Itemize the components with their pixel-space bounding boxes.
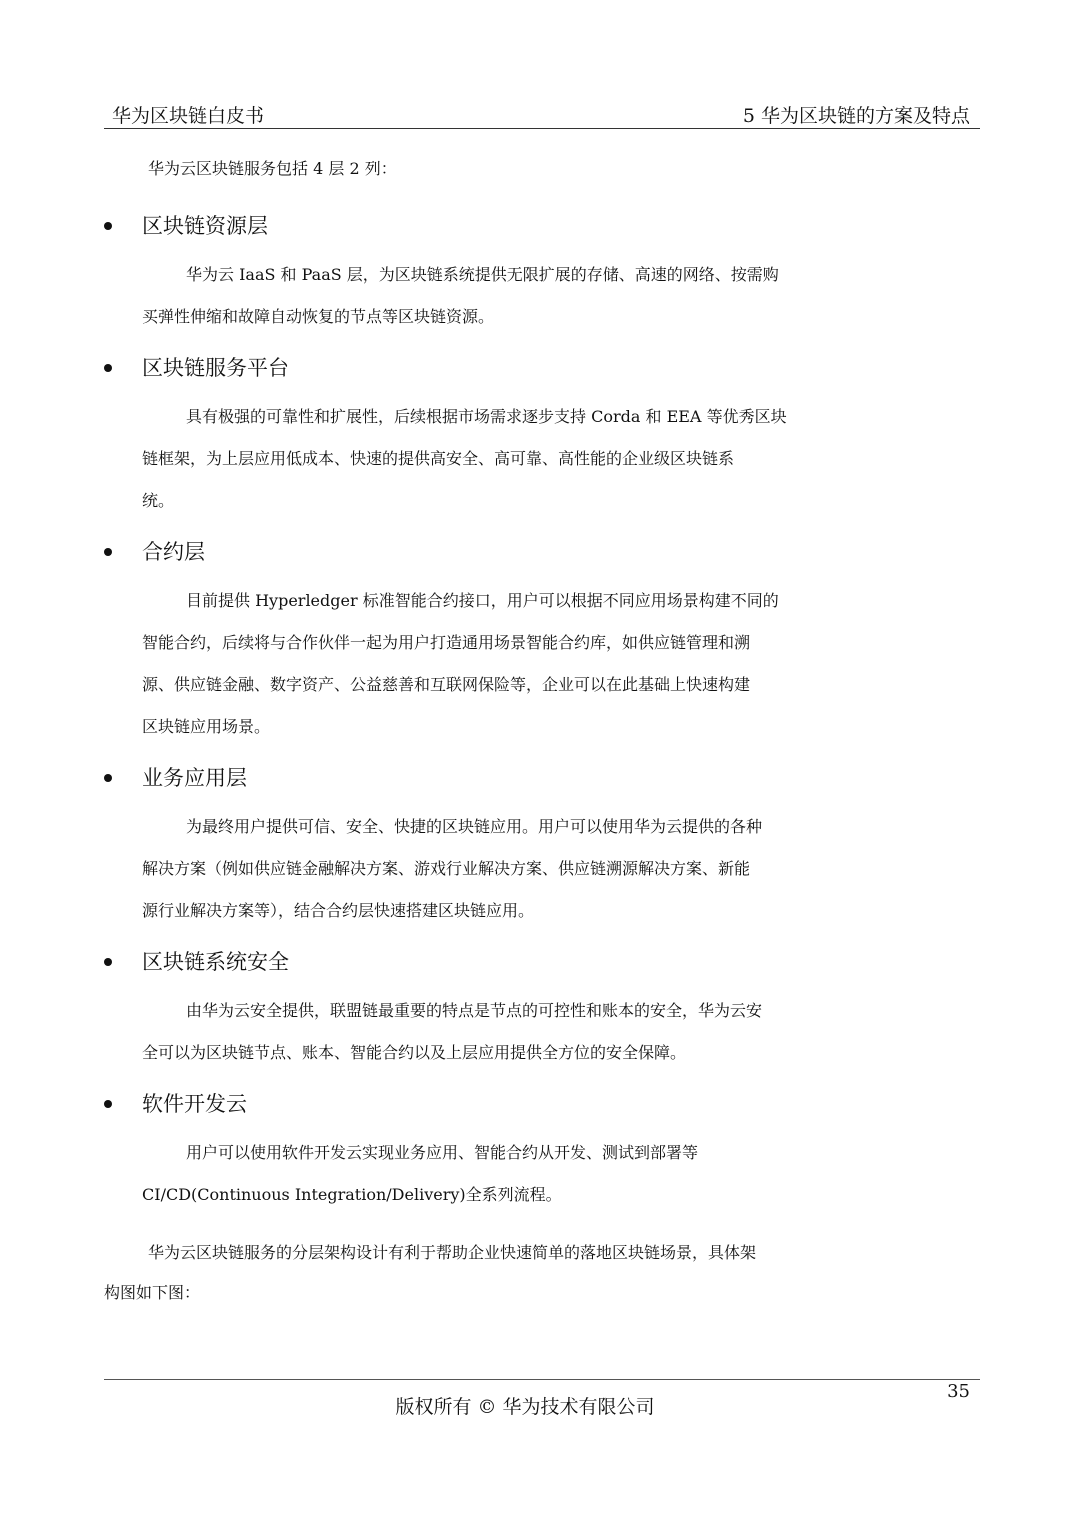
section-line: 解决方案（例如供应链金融解决方案、游戏行业解决方案、供应链溯源解决方案、新能 xyxy=(142,859,751,878)
section-line: 买弹性伸缩和故障自动恢复的节点等区块链资源。 xyxy=(142,307,495,326)
bullet-icon xyxy=(104,1100,112,1108)
section-title-application-layer: 业务应用层 xyxy=(142,766,247,790)
section-title-devcloud: 软件开发云 xyxy=(142,1092,247,1116)
section-line: 由华为云安全提供，联盟链最重要的特点是节点的可控性和账本的安全，华为云安 xyxy=(186,1001,763,1020)
intro-paragraph: 华为云区块链服务包括 4 层 2 列： xyxy=(148,159,397,178)
header-divider xyxy=(104,128,980,129)
section-line: 链框架，为上层应用低成本、快速的提供高安全、高可靠、高性能的企业级区块链系 xyxy=(142,449,735,468)
section-line: 源行业解决方案等），结合合约层快速搭建区块链应用。 xyxy=(142,901,535,920)
page-header xyxy=(104,103,980,129)
section-title-resource-layer: 区块链资源层 xyxy=(142,214,268,238)
bullet-icon xyxy=(104,364,112,372)
closing-paragraph-line: 华为云区块链服务的分层架构设计有利于帮助企业快速简单的落地区块链场景，具体架 xyxy=(148,1243,757,1262)
bullet-icon xyxy=(104,774,112,782)
section-line: 目前提供 Hyperledger 标准智能合约接口，用户可以根据不同应用场景构建不同的 xyxy=(186,591,779,610)
bullet-icon xyxy=(104,548,112,556)
section-line: 源、供应链金融、数字资产、公益慈善和互联网保险等，企业可以在此基础上快速构建 xyxy=(142,675,751,694)
section-title-contract-layer: 合约层 xyxy=(142,540,205,564)
section-line: 统。 xyxy=(142,491,175,510)
section-line: 用户可以使用软件开发云实现业务应用、智能合约从开发、测试到部署等 xyxy=(186,1143,699,1162)
section-line: CI/CD(Continuous Integration/Delivery)全系列流程。 xyxy=(142,1185,562,1204)
header-chapter-title: 5 华为区块链的方案及特点 xyxy=(742,105,970,127)
bullet-icon xyxy=(104,958,112,966)
closing-paragraph-line: 构图如下图： xyxy=(104,1283,201,1302)
copyright-notice: 版权所有 © 华为技术有限公司 xyxy=(395,1396,655,1418)
section-title-system-security: 区块链系统安全 xyxy=(142,950,289,974)
section-line: 具有极强的可靠性和扩展性，后续根据市场需求逐步支持 Corda 和 EEA 等优秀区块 xyxy=(186,407,787,426)
footer-divider xyxy=(104,1379,980,1380)
page-number: 35 xyxy=(947,1381,970,1402)
section-line: 智能合约，后续将与合作伙伴一起为用户打造通用场景智能合约库，如供应链管理和溯 xyxy=(142,633,751,652)
section-line: 为最终用户提供可信、安全、快捷的区块链应用。用户可以使用华为云提供的各种 xyxy=(186,817,763,836)
section-title-service-platform: 区块链服务平台 xyxy=(142,356,289,380)
bullet-icon xyxy=(104,222,112,230)
header-document-title: 华为区块链白皮书 xyxy=(112,105,265,127)
section-line: 全可以为区块链节点、账本、智能合约以及上层应用提供全方位的安全保障。 xyxy=(142,1043,687,1062)
section-line: 区块链应用场景。 xyxy=(142,717,271,736)
section-line: 华为云 IaaS 和 PaaS 层，为区块链系统提供无限扩展的存储、高速的网络、按需购 xyxy=(186,265,779,284)
